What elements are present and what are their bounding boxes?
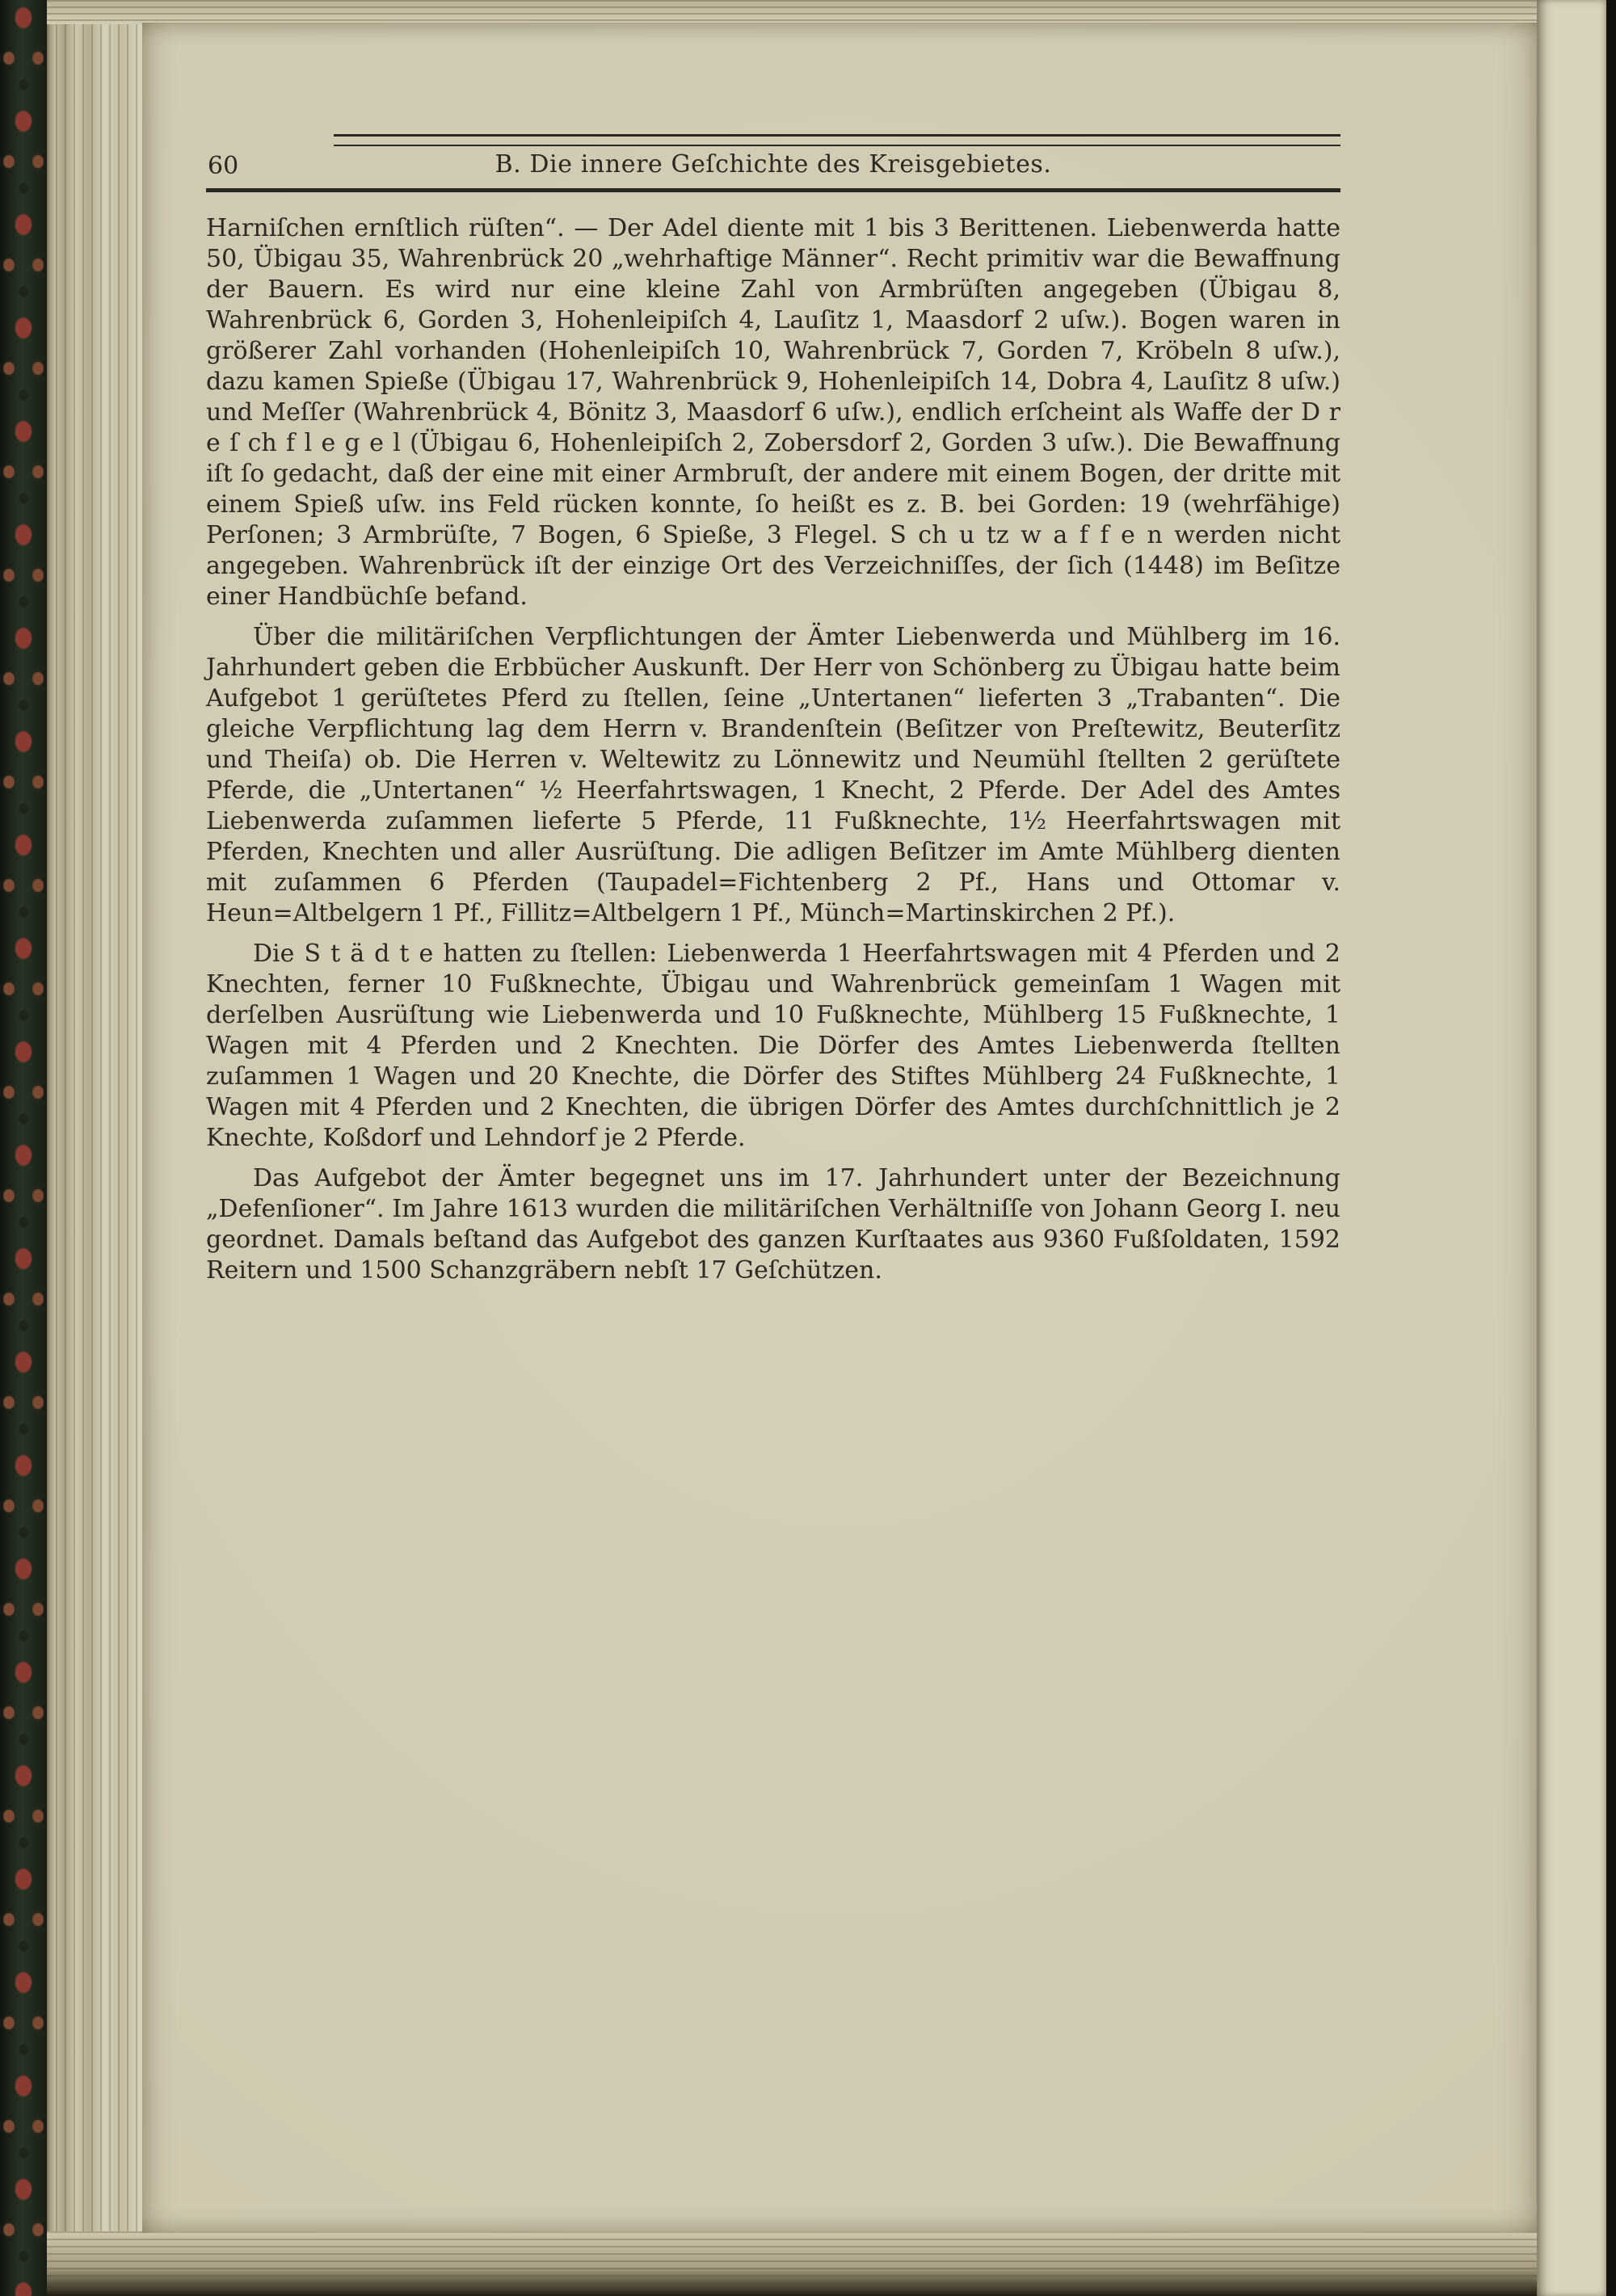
body-paragraph: Das Aufgebot der Ämter begegnet uns im 17. Jahrhundert unter der Bezeichnung „Defenſioner“. Im Jahre 1613 wurden die militäriſchen Verhältniſſe von Johann Georg I. neu geordnet. Damals beſtand das Aufgebot des ganzen Kurſtaates aus 9360 Fußſoldaten, 1592 Reitern und 1500 Schanzgräbern nebſt 17 Geſchützen. [206, 1164, 1340, 1285]
page-header [206, 150, 1340, 184]
body-paragraph: Harniſchen ernſtlich rüſten“. — Der Adel diente mit 1 bis 3 Berittenen. Liebenwerda hatte 50, Übigau 35, Wahrenbrück 20 „wehrhaftige Männer“. Recht primitiv war die Bewaffnung der Bauern. Es wird nur eine kleine Zahl von Armbrüſten angegeben (Übigau 8, Wahrenbrück 6, Gorden 3, Hohenleipiſch 4, Lauſitz 1, Maasdorf 2 uſw.). Bogen waren in größerer Zahl vorhanden (Hohenleipiſch 10, Wahrenbrück 7, Gorden 7, Kröbeln 8 uſw.), dazu kamen Spieße (Übigau 17, Wahrenbrück 9, Hohenleipiſch 14, Dobra 4, Lauſitz 8 uſw.) und Meſſer (Wahrenbrück 4, Bönitz 3, Maasdorf 6 uſw.), endlich erſcheint als Waffe der D r e ſ ch f l e g e l (Übigau 6, Hohenleipiſch 2, Zobersdorf 2, Gorden 3 uſw.). Die Bewaffnung iſt ſo gedacht, daß der eine mit einer Armbruſt, der andere mit einem Bogen, der dritte mit einem Spieß uſw. ins Feld rücken konnte, ſo heißt es z. B. bei Gorden: 19 (wehrfähige) Perſonen; 3 Armbrüſte, 7 Bogen, 6 Spieße, 3 Flegel. S ch u tz w a f f e n werden nicht angegeben. Wahrenbrück iſt der einzige Ort des Verzeichniſſes, der ſich (1448) im Beſitze einer Handbüchſe befand. [206, 214, 1340, 611]
body-text [206, 213, 1340, 1286]
page-content [206, 134, 1340, 1286]
book-page [142, 23, 1537, 2233]
page-number: 60 [208, 152, 239, 180]
running-head: B. Die innere Geſchichte des Kreisgebietes. [494, 150, 1052, 179]
header-double-rule [334, 134, 1340, 146]
next-page-edge [1537, 0, 1606, 2296]
scan-right-edge [1606, 0, 1616, 2296]
book-cover-edge [0, 0, 47, 2296]
body-paragraph: Über die militäriſchen Verpflichtungen der Ämter Liebenwerda und Mühlberg im 16. Jahrhundert geben die Erbbücher Auskunft. Der Herr von Schönberg zu Übigau hatte beim Aufgebot 1 gerüſtetes Pferd zu ſtellen, ſeine „Untertanen“ lieferten 3 „Trabanten“. Die gleiche Verpflichtung lag dem Herrn v. Brandenſtein (Beſitzer von Preſtewitz, Beuterſitz und Theiſa) ob. Die Herren v. Weltewitz zu Lönnewitz und Neumühl ſtellten 2 gerüſtete Pferde, die „Untertanen“ ½ Heerfahrtswagen, 1 Knecht, 2 Pferde. Der Adel des Amtes Liebenwerda zuſammen lieferte 5 Pferde, 11 Fußknechte, 1½ Heerfahrtswagen mit Pferden, Knechten und aller Ausrüſtung. Die adligen Beſitzer im Amte Mühlberg dienten mit zuſammen 6 Pferden (Taupadel=Fichtenberg 2 Pf., Hans und Ottomar v. Heun=Altbelgern 1 Pf., Fillitz=Altbelgern 1 Pf., Münch=Martinskirchen 2 Pf.). [206, 623, 1340, 927]
page-stack-left-edge [47, 15, 142, 2269]
header-rule [206, 188, 1340, 192]
body-paragraph: Die S t ä d t e hatten zu ſtellen: Liebenwerda 1 Heerfahrtswagen mit 4 Pferden und 2 Knechten, ferner 10 Fußknechte, Übigau und Wahrenbrück gemeinſam 1 Wagen mit derſelben Ausrüſtung wie Liebenwerda und 10 Fußknechte, Mühlberg 15 Fußknechte, 1 Wagen mit 4 Pferden und 2 Knechten. Die Dörfer des Amtes Liebenwerda ſtellten zuſammen 1 Wagen und 20 Knechte, die Dörfer des Stiftes Mühlberg 24 Fußknechte, 1 Wagen mit 4 Pferden und 2 Knechten, die übrigen Dörfer des Amtes durchſchnittlich je 2 Knechte, Koßdorf und Lehndorf je 2 Pferde. [206, 940, 1340, 1152]
page-stack-top-edge [47, 0, 1537, 24]
page-stack-bottom-edge [47, 2231, 1537, 2296]
